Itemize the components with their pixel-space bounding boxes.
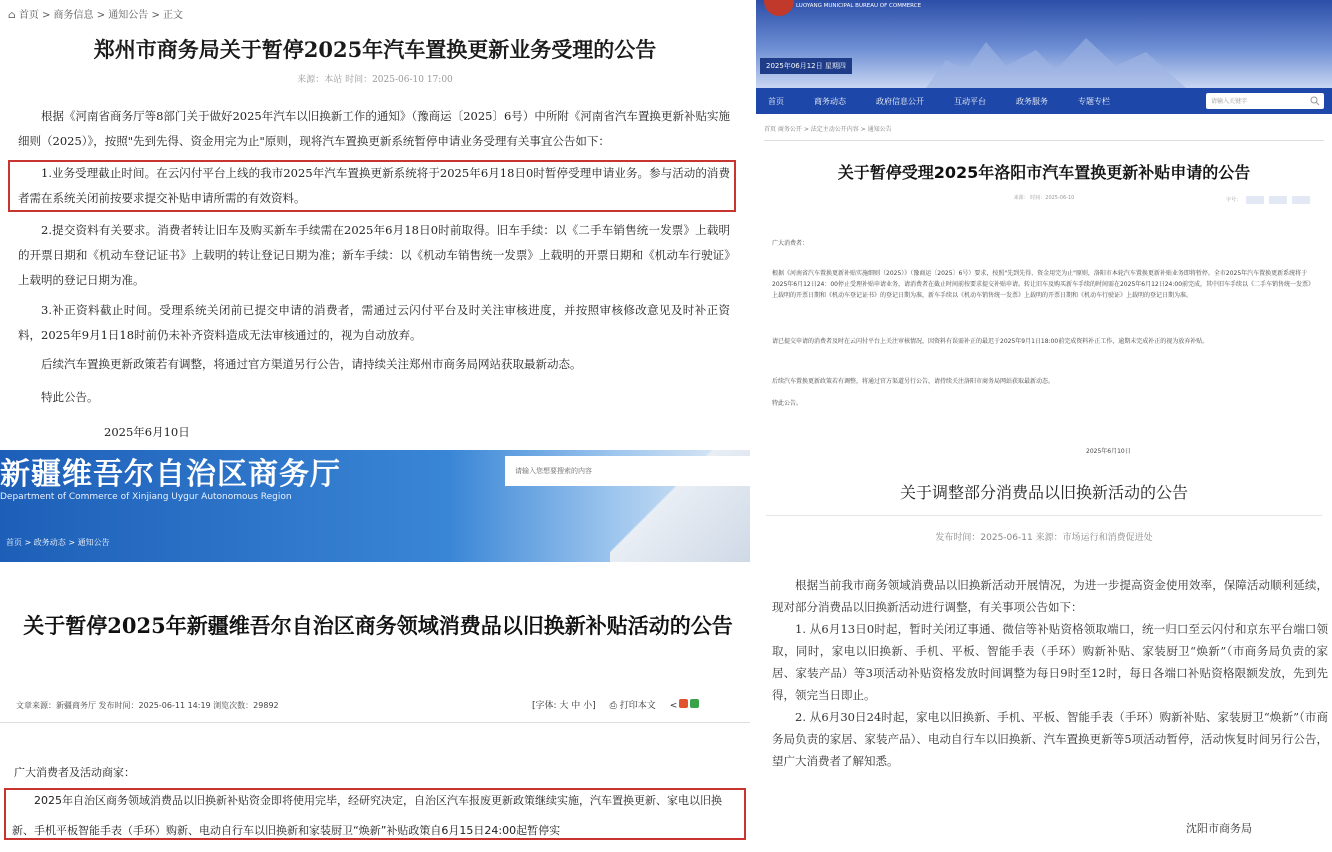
font-size-label: 字号： — [1225, 197, 1241, 203]
nav-item-home[interactable]: 首页 — [768, 96, 784, 106]
item-2-paragraph: 2.提交资料有关要求。消费者转让旧车及购买新车手续需在2025年6月18日0时前取得。旧车手续：以《二手车销售统一发票》上载明的开票日期和《机动车登记证书》上载明的转让登记日期为准；新车手续：以《机动车销售统一发票》上载明的开票日期和《机动车行驶证》上载明的登记日期为准。 — [18, 223, 730, 287]
divider — [0, 722, 750, 723]
greeting: 广大消费者： — [772, 240, 809, 247]
closing-text: 特此公告。 — [772, 400, 803, 407]
site-name-english: Department of Commerce of Xinjiang Uygur Autonomous Region — [0, 492, 292, 502]
body-paragraph: 2025年自治区商务领域消费品以旧换新补贴资金即将使用完毕，经研究决定，自治区汽车报废更新政策继续实施，汽车置换更新、家电以旧换新、手机平板智能手表（手环）购新、电动自行车以旧换新和家装厨卫“焕新”补贴政策自6月15日24:00起暂停实 — [12, 794, 722, 837]
search-input[interactable]: 请输入关键字 — [1206, 93, 1324, 109]
site-banner — [0, 450, 750, 562]
intro-paragraph: 根据《河南省商务厅等8部门关于做好2025年汽车以旧换新工作的通知》（豫商运〔2025〕6号）中所附《河南省汽车置换更新补贴实施细则（2025）》，按照"先到先得、资金用完为止"原则，现将汽车置换更新系统暂停申请业务受理有关事宜公告如下： — [18, 109, 730, 148]
printer-icon: ⎙ — [609, 701, 620, 711]
item-2-paragraph: 2. 从6月30日24时起，家电以旧换新、手机、平板、智能手表（手环）购新补贴、家装厨卫“焕新”（市商务局负责的家居、家装产品）、电动自行车以旧换新、汽车置换更新等5项活动暂停，活动恢复时间另行公告，望广大消费者了解知悉。 — [772, 710, 1328, 768]
item-1-paragraph: 1.业务受理截止时间。在云闪付平台上线的我市2025年汽车置换更新系统将于2025年6月18日0时暂停受理申请业务。参与活动的消费者需在系统关闭前按要求提交补贴申请所需的有效资料。 — [18, 166, 730, 205]
site-banner — [756, 0, 1332, 88]
breadcrumb[interactable]: 首页 > 政务动态 > 通知公告 — [6, 538, 110, 547]
issue-date: 2025年6月10日 — [104, 425, 190, 439]
item-1-paragraph: 1. 从6月13日0时起，暂时关闭辽事通、微信等补贴资格领取端口，统一归口至云闪付和京东平台端口领取，同时，家电以旧换新、手机、平板、智能手表（手环）购新补贴、家装厨卫“焕新”（市商务局负责的家居、家装产品）等3项活动补贴资格发放时间调整为每日9时至12时，每日各端口补贴资格限额发放，先到先得，领完当日即止。 — [772, 622, 1328, 702]
font-large-button[interactable] — [1246, 196, 1264, 204]
paragraph-1: 根据《河南省汽车置换更新补贴实施细则（2025）》（豫商运〔2025〕6号）要求，按照"先到先得、资金用完为止"原则，洛阳市本轮汽车置换更新补贴业务即将暂停。全市2025年汽车置换更新系统将于2025年6月12日24：00停止受理补贴申请业务，请消费者在截止时间前按要求提交补贴申请。转让旧车及购买新车手续的时间需在2025年6月12日24:00前完成，其中旧车手续以《二手车销售统一发票》上载明的开票日期和《机动车登记证书》的登记日期为准，新车手续以《机动车销售统一发票》上载明的开票日期和《机动车行驶证》上载明的登记日期为准。 — [772, 270, 1315, 299]
page-title: 郑州市商务局关于暂停2025年汽车置换更新业务受理的公告 — [93, 37, 657, 62]
breadcrumb[interactable]: ⌂ 首页 > 商务信息 > 通知公告 > 正文 — [8, 10, 184, 21]
print-label: 打印本文 — [619, 701, 656, 711]
xinjiang-announcement-panel — [0, 450, 750, 852]
divider — [766, 515, 1322, 516]
banner-english-name: LUOYANG MUNICIPAL BUREAU OF COMMERCE — [796, 3, 922, 9]
font-medium-button[interactable] — [1269, 196, 1287, 204]
article-meta: 来源： 时间：2025-06-10 — [1013, 195, 1075, 201]
site-name: 新疆维吾尔自治区商务厅 — [0, 457, 341, 492]
article-meta: 发布时间：2025-06-11 来源：市场运行和消费促进处 — [935, 533, 1153, 543]
emblem-icon — [764, 0, 794, 16]
item-3-paragraph: 3.补正资料截止时间。受理系统关闭前已提交申请的消费者，需通过云闪付平台及时关注审核进度，并按照审核修改意见及时补正资料，2025年9月1日18时前仍未补齐资料造成无法审核通过的，视为自动放弃。 — [18, 303, 730, 342]
share-buttons — [670, 699, 700, 711]
nav-item-services[interactable]: 政务服务 — [1016, 96, 1048, 106]
search-input[interactable]: 请输入您想要搜索的内容 — [505, 456, 750, 486]
nav-item-topics[interactable]: 专题专栏 — [1078, 96, 1110, 106]
wechat-share-icon[interactable] — [690, 699, 699, 708]
city-skyline-icon — [926, 30, 1186, 88]
greeting: 广大消费者及活动商家： — [14, 766, 135, 779]
divider — [764, 140, 1324, 141]
weibo-share-icon[interactable] — [679, 699, 688, 708]
nav-item-disclosure[interactable]: 政府信息公开 — [876, 96, 924, 106]
share-icon[interactable]: < — [669, 700, 678, 711]
nav-item-interaction[interactable]: 互动平台 — [954, 96, 986, 106]
shenyang-announcement-panel — [756, 470, 1332, 852]
breadcrumb[interactable]: 首页 商务公开 > 法定主动公开内容 > 通知公告 — [764, 126, 892, 133]
signature: 沈阳市商务局 — [1186, 822, 1252, 835]
zhengzhou-announcement-panel — [0, 0, 750, 450]
paragraph-2: 请已提交申请的消费者及时在云闪付平台上关注审核情况，因资料有误需补正的最迟于2025年9月1日18:00前完成资料补正工作，逾期未完成补正的视为放弃补贴。 — [772, 338, 1209, 345]
outro-paragraph: 后续汽车置换更新政策若有调整，将通过官方渠道另行公告，请持续关注郑州市商务局网站获取最新动态。 — [41, 357, 582, 371]
font-size-controls — [1226, 196, 1310, 204]
intro-paragraph: 根据当前我市商务领域消费品以旧换新活动开展情况，为进一步提高资金使用效率，保障活动顺利延续，现对部分消费品以旧换新活动进行调整，有关事项公告如下： — [772, 578, 1328, 614]
font-size-switch[interactable]: [字体: 大 中 小] — [532, 701, 596, 711]
main-nav — [756, 88, 1332, 114]
article-tools — [532, 698, 699, 711]
article-meta: 文章来源：新疆商务厅 发布时间：2025-06-11 14:19 浏览次数：29892 — [16, 701, 279, 710]
page-title: 关于暂停2025年新疆维吾尔自治区商务领域消费品以旧换新补贴活动的公告 — [23, 613, 733, 638]
nav-item-news[interactable]: 商务动态 — [814, 96, 846, 106]
paragraph-3: 后续汽车置换更新政策若有调整，将通过官方渠道另行公告，请持续关注洛阳市商务局网站获取最新动态。 — [772, 378, 1055, 385]
luoyang-announcement-panel — [756, 0, 1332, 470]
search-icon[interactable] — [1310, 96, 1320, 106]
article-meta: 来源：本站 时间：2025-06-10 17:00 — [297, 75, 453, 85]
closing-text: 特此公告。 — [41, 390, 99, 404]
font-small-button[interactable] — [1292, 196, 1310, 204]
issue-date: 2025年6月10日 — [1086, 448, 1131, 455]
banner-date: 2025年06月12日 星期四 — [760, 58, 852, 74]
page-title: 关于暂停受理2025年洛阳市汽车置换更新补贴申请的公告 — [837, 163, 1251, 182]
page-title: 关于调整部分消费品以旧换新活动的公告 — [899, 483, 1188, 502]
print-button[interactable] — [610, 698, 656, 711]
